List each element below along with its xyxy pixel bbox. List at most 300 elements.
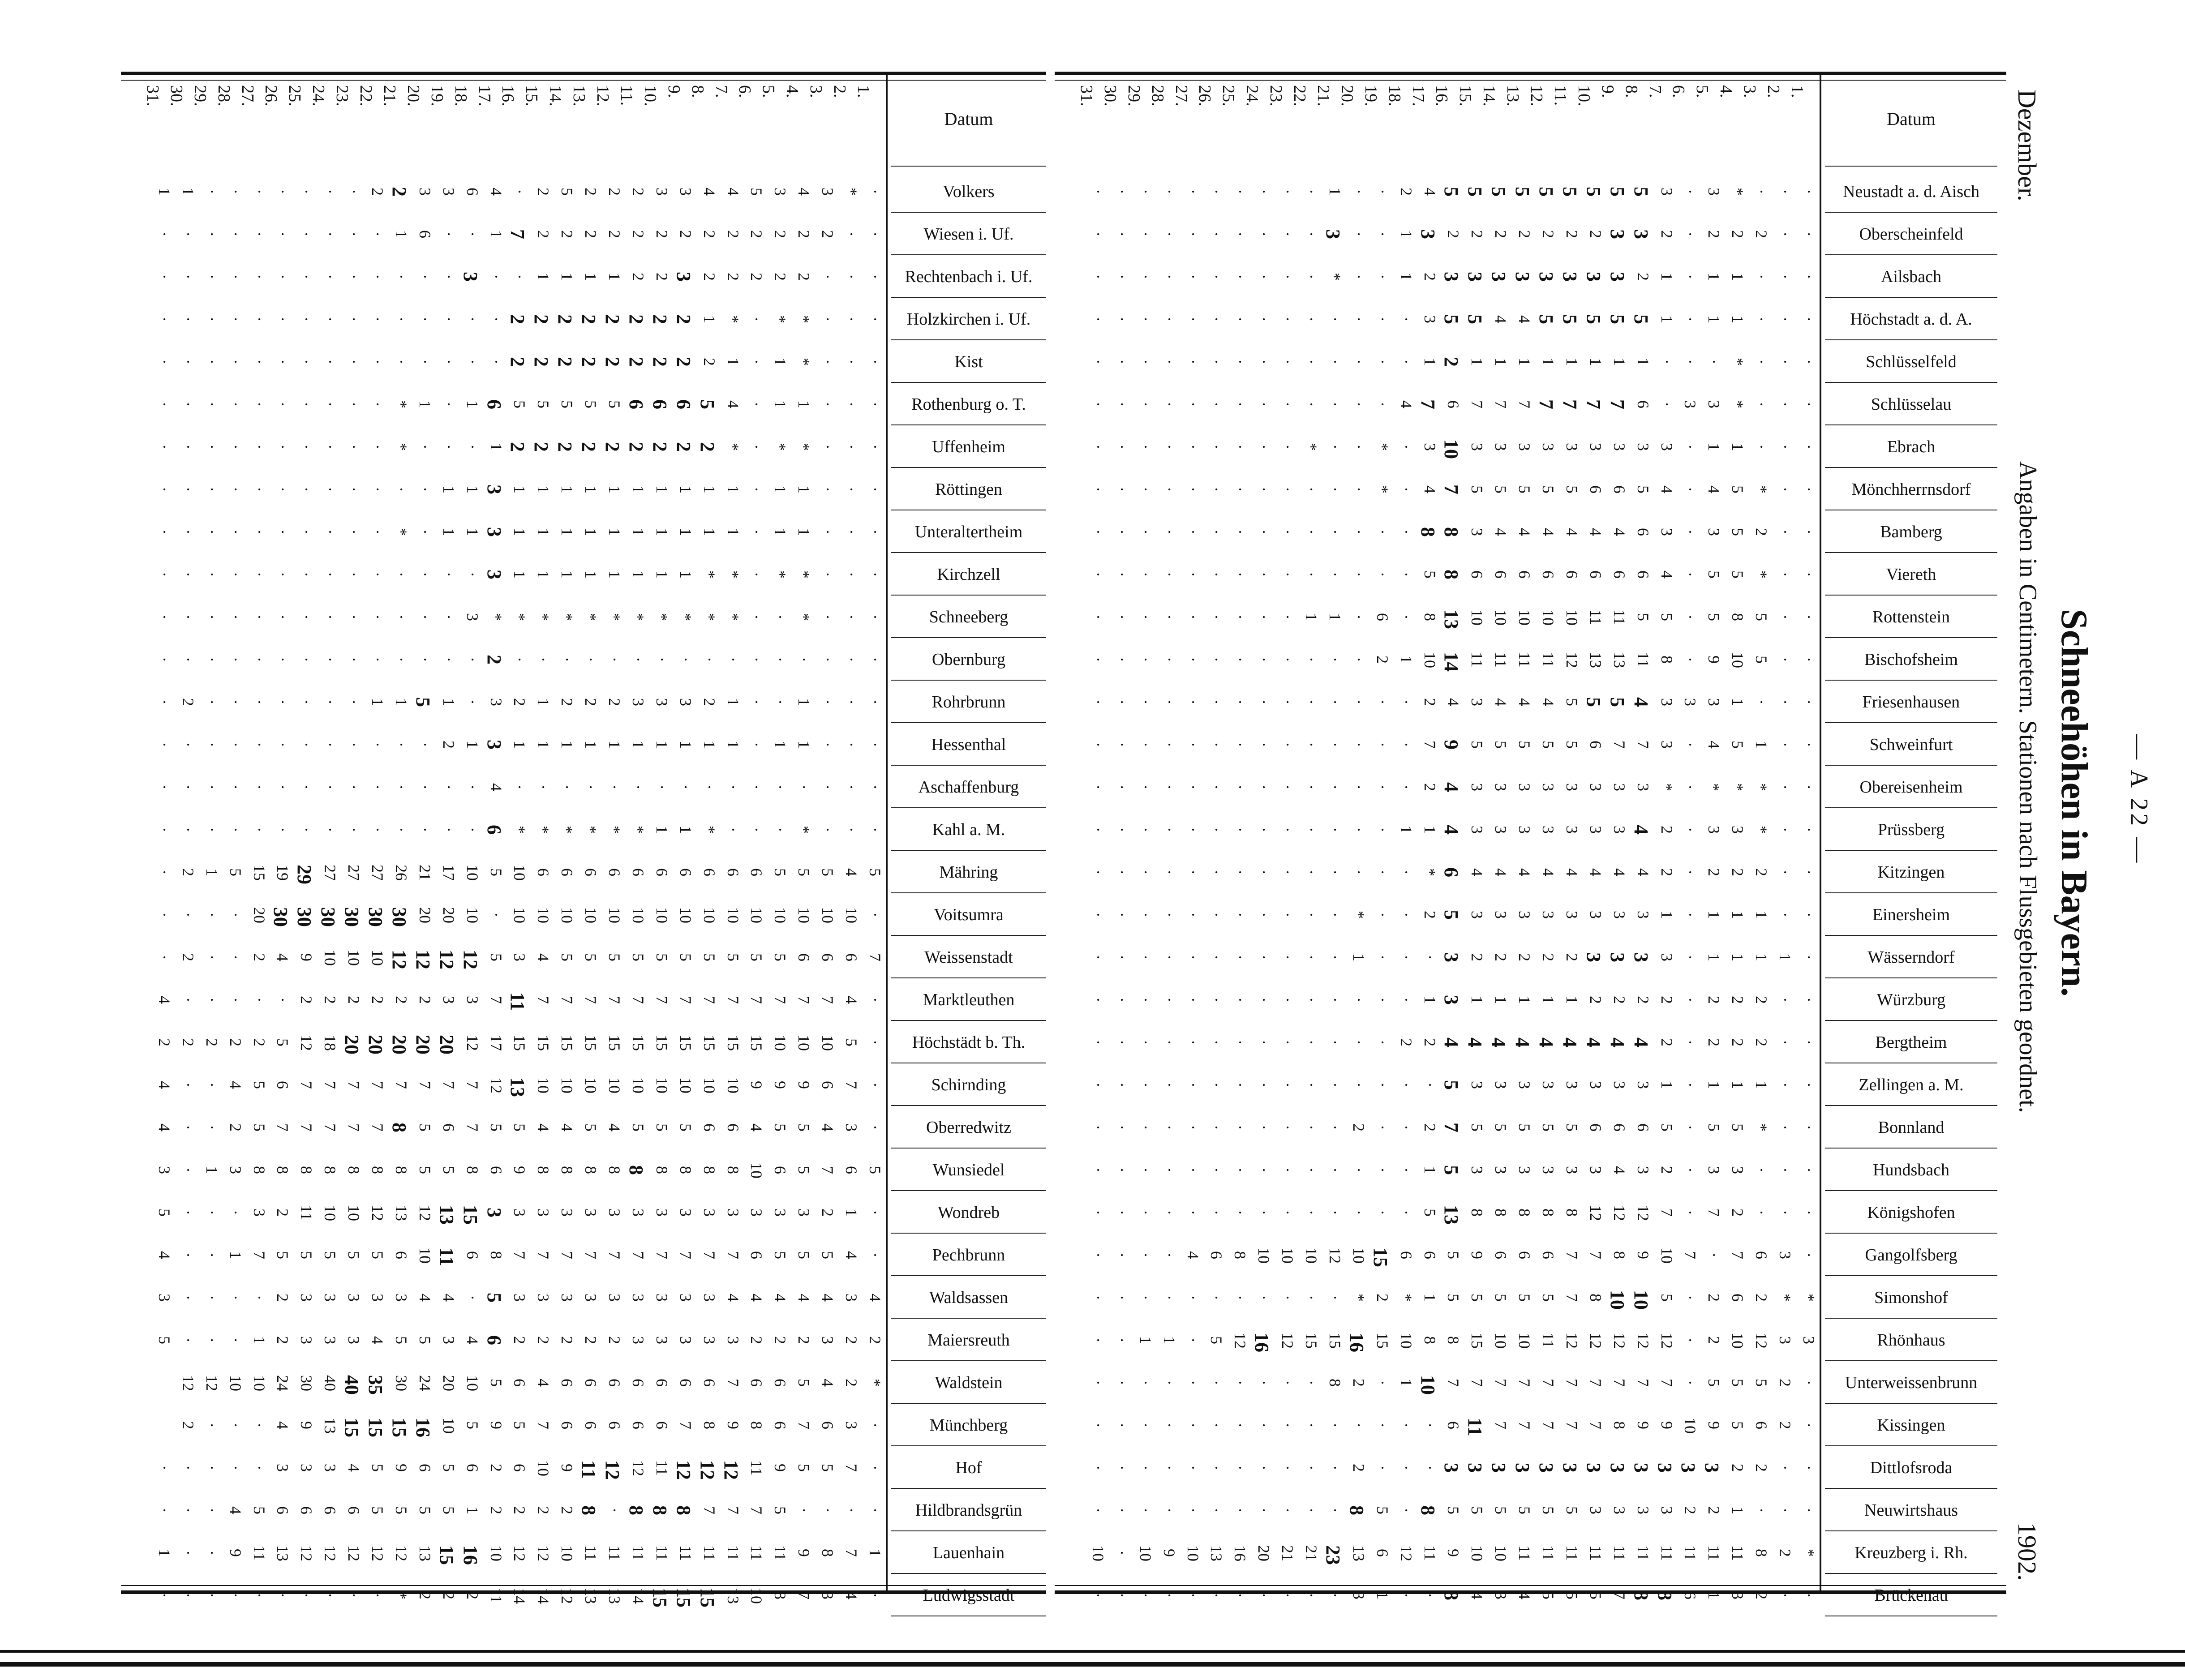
snow-depth-value: · — [1160, 992, 1179, 1007]
snow-depth-value: 1 — [1563, 354, 1581, 369]
snow-depth-value: · — [1207, 950, 1226, 965]
snow-depth-value: · — [1421, 1588, 1439, 1603]
snow-depth-value: · — [1776, 397, 1794, 412]
snow-depth-value: · — [1207, 1375, 1226, 1390]
snow-depth-value: · — [179, 822, 197, 837]
snow-depth-value: 3 — [297, 1460, 316, 1475]
snow-depth-value: · — [1776, 482, 1794, 497]
snow-depth-value: · — [297, 737, 316, 752]
snow-depth-value: 12 — [534, 1545, 553, 1560]
snow-depth-value: · — [463, 780, 482, 795]
snow-depth-value: · — [439, 567, 458, 582]
table-row — [121, 1489, 1046, 1531]
snow-depth-value: · — [1112, 652, 1131, 667]
snow-depth-value: · — [1681, 439, 1700, 454]
snow-depth-value: 4 — [1630, 822, 1653, 837]
snow-depth-value: · — [155, 439, 174, 454]
snow-depth-value: · — [605, 780, 624, 795]
snow-depth-value: · — [1776, 694, 1794, 710]
snow-depth-value: * — [1776, 1290, 1794, 1305]
snow-depth-value: 14 — [1440, 652, 1463, 667]
snow-depth-value: 6 — [1728, 1290, 1747, 1305]
snow-depth-value: 4 — [155, 1120, 174, 1135]
snow-depth-value: · — [1421, 1418, 1439, 1433]
snow-depth-value: · — [368, 652, 387, 667]
snow-depth-value: 15 — [629, 1035, 648, 1050]
snow-depth-value: · — [1349, 269, 1368, 284]
station-name: Neuwirtshaus — [1825, 1489, 1997, 1531]
snow-depth-value: · — [155, 822, 174, 837]
snow-depth-value: 13 — [506, 1077, 529, 1093]
snow-depth-value: 6 — [648, 397, 671, 412]
snow-depth-value: · — [1160, 1418, 1179, 1433]
snow-depth-value: · — [1373, 312, 1392, 327]
snow-depth-value: 2 — [487, 1460, 506, 1475]
snow-depth-value: · — [1397, 865, 1416, 880]
snow-depth-value: 10 — [250, 1375, 269, 1390]
snow-depth-value: 6 — [581, 1375, 600, 1390]
snow-depth-value: · — [226, 907, 245, 922]
snow-depth-value: 7 — [1634, 1375, 1653, 1390]
snow-depth-value: 1 — [534, 694, 553, 710]
snow-depth-value: · — [344, 439, 363, 454]
snow-depth-value: 5 — [818, 1460, 837, 1475]
snow-depth-value: 3 — [534, 1290, 553, 1305]
snow-depth-value: · — [1397, 1418, 1416, 1433]
snow-depth-value: · — [1184, 1290, 1202, 1305]
snow-depth-value: · — [1799, 652, 1818, 667]
snow-depth-value: · — [1776, 524, 1794, 540]
snow-depth-value: 2 — [510, 1503, 529, 1518]
snow-depth-value: · — [842, 694, 861, 710]
station-name: Würzburg — [1825, 978, 1997, 1021]
snow-depth-value: 10 — [676, 907, 695, 922]
daily-values — [1055, 298, 1816, 340]
date-label: 15. — [1455, 85, 1475, 107]
daily-values — [1055, 383, 1816, 425]
daily-values — [121, 553, 882, 596]
snow-depth-value: · — [226, 822, 245, 837]
snow-depth-value: 1 — [1728, 1077, 1747, 1093]
snow-depth-value: · — [1231, 1077, 1249, 1093]
snow-depth-value: · — [1207, 1205, 1226, 1220]
snow-depth-value: 4 — [1491, 694, 1510, 710]
snow-depth-value: · — [226, 269, 245, 284]
snow-depth-value: 6 — [1421, 1247, 1439, 1263]
snow-depth-value: 15 — [364, 1418, 387, 1433]
snow-depth-value: * — [629, 822, 648, 837]
snow-depth-value: · — [1231, 354, 1249, 369]
snow-depth-value: 2 — [1752, 227, 1771, 242]
snow-depth-value: 11 — [1515, 1545, 1534, 1560]
snow-depth-value: 1 — [1421, 354, 1439, 369]
date-label: 11. — [617, 85, 636, 106]
snow-depth-value: · — [273, 992, 292, 1007]
snow-depth-value: 4 — [534, 950, 553, 965]
snow-depth-value: · — [179, 1205, 197, 1220]
snow-depth-value: 1 — [1752, 907, 1771, 922]
snow-depth-value: 6 — [558, 1418, 576, 1433]
snow-depth-value: · — [392, 482, 411, 497]
snow-depth-value: · — [1373, 694, 1392, 710]
snow-depth-value: · — [1302, 1035, 1321, 1050]
daily-values — [121, 596, 882, 638]
daily-values — [121, 808, 882, 851]
snow-depth-value: · — [1302, 1503, 1321, 1518]
snow-depth-value: · — [368, 439, 387, 454]
snow-depth-value: 1 — [558, 482, 576, 497]
date-label: 7. — [712, 85, 731, 98]
snow-depth-value: · — [1681, 227, 1700, 242]
snow-depth-value: 3 — [1704, 524, 1723, 540]
snow-depth-value: · — [1089, 567, 1108, 582]
snow-depth-value: 12 — [1634, 1205, 1653, 1220]
snow-depth-value: · — [226, 397, 245, 412]
date-label: 14. — [545, 85, 565, 107]
snow-depth-value: 3 — [1468, 1162, 1486, 1178]
snow-depth-value: · — [1302, 227, 1321, 242]
snow-depth-value: · — [1207, 524, 1226, 540]
snow-depth-value: * — [605, 822, 624, 837]
snow-depth-value: 23 — [1322, 1545, 1344, 1560]
date-label: 11. — [1550, 85, 1570, 106]
daily-values — [121, 1404, 882, 1446]
snow-depth-value: · — [866, 694, 884, 710]
snow-depth-value: · — [1207, 312, 1226, 327]
snow-depth-value: · — [202, 1503, 221, 1518]
daily-values — [1055, 170, 1816, 213]
snow-depth-value: 13 — [321, 1418, 339, 1433]
snow-depth-value: 10 — [700, 1077, 719, 1093]
snow-depth-value: · — [1681, 992, 1700, 1007]
date-label: 17. — [475, 85, 494, 107]
snow-depth-value: · — [155, 1460, 174, 1475]
snow-depth-value: 2 — [1491, 227, 1510, 242]
snow-depth-value: 10 — [1515, 1333, 1534, 1348]
snow-depth-value: · — [1799, 1418, 1818, 1433]
snow-depth-value: * — [842, 184, 861, 199]
snow-depth-value: 11 — [700, 1545, 719, 1560]
snow-depth-value: 1 — [1397, 227, 1416, 242]
snow-depth-value: 3 — [297, 1333, 316, 1348]
snow-depth-value: 4 — [487, 184, 506, 199]
snow-depth-value: 5 — [866, 1162, 884, 1178]
snow-depth-value: · — [416, 439, 434, 454]
snow-depth-value: 3 — [1487, 1460, 1510, 1475]
snow-depth-value: 1 — [463, 737, 482, 752]
snow-depth-value: · — [1681, 1205, 1700, 1220]
snow-depth-value: 1 — [1610, 354, 1629, 369]
snow-depth-value: · — [771, 694, 790, 710]
snow-depth-value: · — [1326, 822, 1344, 837]
snow-depth-value: 3 — [483, 1205, 506, 1220]
snow-depth-value: 15 — [558, 1035, 576, 1050]
snow-depth-value: 9 — [487, 1418, 506, 1433]
snow-depth-value: · — [297, 227, 316, 242]
snow-depth-value: 10 — [344, 950, 363, 965]
snow-depth-value: 3 — [1563, 439, 1581, 454]
snow-depth-value: · — [1231, 950, 1249, 965]
snow-depth-value: · — [1776, 1120, 1794, 1135]
snow-depth-value: 3 — [700, 1290, 719, 1305]
snow-depth-value: 5 — [1539, 482, 1558, 497]
snow-depth-value: 7 — [534, 1247, 553, 1263]
snow-depth-value: 2 — [747, 227, 766, 242]
snow-depth-value: · — [1184, 652, 1202, 667]
snow-depth-value: 7 — [794, 992, 813, 1007]
snow-depth-value: 27 — [321, 865, 339, 880]
snow-depth-value: 1 — [1515, 992, 1534, 1007]
snow-depth-value: * — [1657, 780, 1676, 795]
snow-depth-value: 1 — [605, 737, 624, 752]
snow-depth-value: 7 — [581, 992, 600, 1007]
snow-depth-value: 5 — [1511, 184, 1534, 199]
snow-depth-value: 13 — [435, 1205, 458, 1220]
snow-depth-value: 5 — [1728, 1375, 1747, 1390]
snow-depth-value: · — [1349, 737, 1368, 752]
snow-depth-value: 10 — [1491, 1545, 1510, 1560]
snow-depth-value: 12 — [202, 1375, 221, 1390]
snow-depth-value: 7 — [818, 1162, 837, 1178]
snow-depth-value: · — [1278, 1035, 1297, 1050]
snow-depth-value: · — [250, 482, 269, 497]
snow-depth-value: 4 — [1440, 780, 1463, 795]
snow-depth-value: 7 — [1515, 1418, 1534, 1433]
snow-depth-value: · — [344, 822, 363, 837]
snow-depth-value: · — [250, 184, 269, 199]
snow-depth-value: · — [1278, 1162, 1297, 1178]
snow-depth-value: 30 — [364, 907, 387, 922]
snow-depth-value: · — [1776, 1205, 1794, 1220]
snow-depth-value: 10 — [700, 907, 719, 922]
daily-values — [121, 1063, 882, 1106]
snow-depth-value: 12 — [368, 1205, 387, 1220]
snow-depth-value: 8 — [1728, 609, 1747, 625]
snow-depth-value: 3 — [818, 184, 837, 199]
snow-depth-value: · — [368, 397, 387, 412]
snow-depth-value: 7 — [676, 992, 695, 1007]
snow-depth-value: · — [1254, 822, 1273, 837]
snow-depth-value: · — [1184, 227, 1202, 242]
snow-depth-value: 3 — [1515, 907, 1534, 922]
station-name: Neustadt a. d. Aisch — [1825, 170, 1997, 213]
daily-values — [1055, 893, 1816, 936]
snow-depth-value: · — [866, 312, 884, 327]
snow-depth-value: · — [1136, 439, 1155, 454]
snow-depth-value: · — [155, 397, 174, 412]
snow-depth-value: · — [558, 652, 576, 667]
snow-depth-value: 3 — [629, 694, 648, 710]
snow-depth-value: · — [1397, 524, 1416, 540]
snow-depth-value: 5 — [1207, 1333, 1226, 1348]
snow-depth-value: · — [1207, 227, 1226, 242]
snow-depth-value: · — [842, 524, 861, 540]
snow-depth-value: · — [724, 780, 743, 795]
snow-depth-value: 3 — [416, 184, 434, 199]
date-label: 29. — [1124, 85, 1144, 107]
snow-depth-value: · — [1136, 1503, 1155, 1518]
snow-depth-value: 10 — [1184, 1545, 1202, 1560]
snow-depth-value: 4 — [155, 992, 174, 1007]
snow-depth-value: · — [344, 694, 363, 710]
snow-depth-value: 7 — [724, 1503, 743, 1518]
snow-depth-value: · — [1302, 1077, 1321, 1093]
snow-depth-value: * — [1397, 1290, 1416, 1305]
snow-depth-value: 6 — [724, 1120, 743, 1135]
snow-depth-value: 3 — [1440, 1460, 1463, 1475]
snow-depth-value: 5 — [250, 1120, 269, 1135]
snow-depth-value: 5 — [1728, 567, 1747, 582]
snow-depth-value: 6 — [629, 1418, 648, 1433]
snow-depth-value: 3 — [392, 1290, 411, 1305]
snow-depth-value: * — [794, 609, 813, 625]
snow-depth-value: 4 — [1515, 312, 1534, 327]
snow-depth-value: 4 — [1586, 524, 1605, 540]
snow-depth-value: 6 — [605, 1418, 624, 1433]
snow-depth-value: · — [463, 822, 482, 837]
snow-depth-value: · — [344, 1588, 363, 1603]
snow-depth-value: 6 — [842, 950, 861, 965]
table-row — [121, 468, 1046, 510]
date-label: 27. — [1172, 85, 1191, 107]
snow-depth-value: 7 — [392, 1077, 411, 1093]
snow-depth-value: 30 — [297, 1375, 316, 1390]
snow-depth-value: 6 — [273, 1503, 292, 1518]
snow-depth-value: · — [1254, 482, 1273, 497]
snow-depth-value: 6 — [1539, 567, 1558, 582]
snow-depth-value: 5 — [250, 1077, 269, 1093]
snow-depth-value: · — [1373, 1035, 1392, 1050]
snow-depth-value: 5 — [558, 397, 576, 412]
snow-depth-value: · — [1089, 1375, 1108, 1390]
table-row — [1055, 1446, 2006, 1489]
snow-depth-value: · — [1302, 1460, 1321, 1475]
date-label: 22. — [356, 85, 376, 107]
snow-depth-value: 2 — [1468, 227, 1486, 242]
snow-depth-value: 3 — [794, 1205, 813, 1220]
date-label: 1. — [1787, 85, 1807, 98]
snow-depth-value: · — [1160, 1077, 1179, 1093]
snow-depth-value: 6 — [605, 1375, 624, 1390]
snow-depth-value: 3 — [1539, 780, 1558, 795]
snow-depth-value: 5 — [483, 1290, 506, 1305]
snow-depth-value: · — [866, 1247, 884, 1263]
snow-depth-value: · — [1254, 1077, 1273, 1093]
snow-depth-value: · — [250, 1460, 269, 1475]
right-table — [1055, 72, 2006, 1594]
snow-depth-value: · — [866, 1077, 884, 1093]
snow-depth-value: 21 — [416, 865, 434, 880]
snow-depth-value: 12 — [368, 1545, 387, 1560]
snow-depth-value: 1 — [629, 567, 648, 582]
snow-depth-value: · — [1231, 1418, 1249, 1433]
snow-depth-value: 1 — [581, 737, 600, 752]
snow-depth-value: 4 — [724, 397, 743, 412]
snow-depth-value: · — [1302, 354, 1321, 369]
snow-depth-value: 7 — [1728, 1247, 1747, 1263]
snow-depth-value: · — [1160, 609, 1179, 625]
snow-depth-value: · — [250, 567, 269, 582]
snow-depth-value: 2 — [605, 694, 624, 710]
snow-depth-value: 1 — [724, 354, 743, 369]
snow-depth-value: 5 — [416, 1503, 434, 1518]
snow-depth-value: · — [273, 482, 292, 497]
snow-depth-value: 10 — [1417, 1375, 1439, 1390]
daily-values — [1055, 510, 1816, 553]
snow-depth-value: 3 — [1634, 439, 1653, 454]
snow-depth-value: · — [1207, 652, 1226, 667]
snow-depth-value: 3 — [1539, 439, 1558, 454]
snow-depth-value: 1 — [605, 482, 624, 497]
snow-depth-value: · — [202, 652, 221, 667]
snow-depth-value: · — [818, 652, 837, 667]
snow-depth-value: 15 — [605, 1035, 624, 1050]
snow-depth-value: 1 — [1491, 354, 1510, 369]
snow-depth-value: · — [1231, 992, 1249, 1007]
snow-depth-value: 20 — [1254, 1545, 1273, 1560]
snow-depth-value: 7 — [1563, 1290, 1581, 1305]
date-label: 6. — [735, 85, 755, 98]
snow-depth-value: 12 — [696, 1460, 719, 1475]
snow-depth-value: · — [1231, 694, 1249, 710]
snow-depth-value: · — [1112, 907, 1131, 922]
daily-values — [121, 1234, 882, 1276]
snow-depth-value: 5 — [1582, 184, 1605, 199]
snow-depth-value: · — [1254, 312, 1273, 327]
snow-depth-value: 30 — [340, 907, 363, 922]
snow-depth-value: 2 — [226, 1035, 245, 1050]
snow-depth-value: · — [1278, 439, 1297, 454]
snow-depth-value: 1 — [724, 482, 743, 497]
snow-depth-value: 12 — [1634, 1333, 1653, 1348]
snow-depth-value: 5 — [818, 1247, 837, 1263]
snow-depth-value: · — [344, 227, 363, 242]
snow-depth-value: · — [1136, 1247, 1155, 1263]
snow-depth-value: 7 — [794, 1418, 813, 1433]
snow-depth-value: · — [1089, 907, 1108, 922]
snow-depth-value: · — [344, 652, 363, 667]
snow-depth-value: 5 — [652, 1120, 671, 1135]
snow-depth-value: 11 — [1634, 652, 1653, 667]
snow-depth-value: · — [1681, 567, 1700, 582]
snow-depth-value: · — [1089, 1120, 1108, 1135]
snow-depth-value: · — [866, 1418, 884, 1433]
snow-depth-value: 3 — [652, 1333, 671, 1348]
snow-depth-value: 15 — [1326, 1333, 1344, 1348]
snow-depth-value: · — [202, 737, 221, 752]
daily-values — [121, 298, 882, 340]
snow-depth-value: 20 — [435, 1035, 458, 1050]
snow-depth-value: · — [842, 780, 861, 795]
snow-depth-value: 20 — [340, 1035, 363, 1050]
snow-depth-value: · — [1231, 1460, 1249, 1475]
snow-depth-value: 1 — [1421, 822, 1439, 837]
snow-depth-value: 4 — [1606, 1035, 1629, 1050]
snow-depth-value: 11 — [1610, 609, 1629, 625]
snow-depth-value: · — [581, 652, 600, 667]
snow-depth-value: 10 — [1421, 652, 1439, 667]
snow-depth-value: 5 — [1468, 1290, 1486, 1305]
snow-depth-value: 2 — [771, 1333, 790, 1348]
snow-depth-value: 2 — [297, 992, 316, 1007]
snow-depth-value: 6 — [1440, 865, 1463, 880]
snow-depth-value: 10 — [439, 1418, 458, 1433]
snow-depth-value: · — [226, 227, 245, 242]
snow-depth-value: · — [842, 269, 861, 284]
snow-depth-value: · — [1254, 1162, 1273, 1178]
snow-depth-value: · — [1254, 1460, 1273, 1475]
snow-depth-value: 11 — [1704, 1545, 1723, 1560]
